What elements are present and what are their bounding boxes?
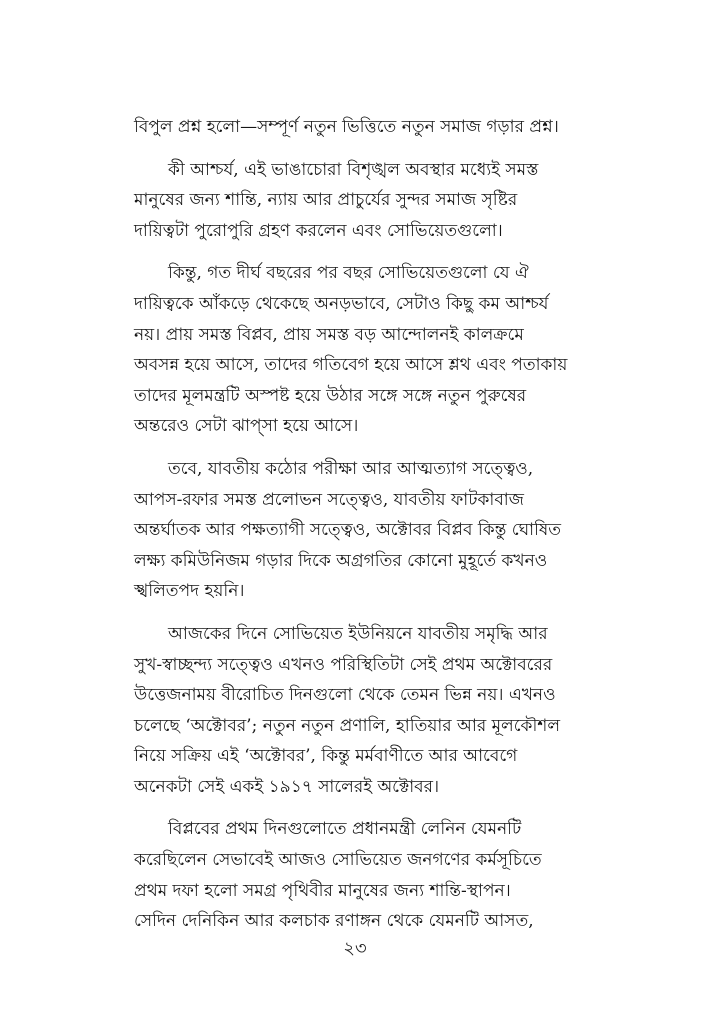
text-line: অবসন্ন হয়ে আসে, তাদের গতিবেগ হয়ে আসে শ্লথ এবং পতাকায় bbox=[134, 355, 568, 376]
text-line: বিপ্লবের প্রথম দিনগুলোতে প্রধানমন্ত্রী লেনিন যেমনটি bbox=[168, 819, 522, 840]
body-text bbox=[134, 112, 602, 949]
paragraph-2 bbox=[134, 155, 602, 247]
text-line: উত্তেজনাময় বীরোচিত দিনগুলো থেকে তেমন ভিন্ন নয়। এখনও bbox=[134, 685, 556, 706]
text-line: আজকের দিনে সোভিয়েত ইউনিয়নে যাবতীয় সমৃদ্ধি আর bbox=[168, 623, 548, 644]
text-line: মানুষের জন্য শান্তি, ন্যায় আর প্রাচুর্যের সুন্দর সমাজ সৃষ্টির bbox=[134, 190, 518, 211]
text-line: প্রথম দফা হলো সমগ্র পৃথিবীর মানুষের জন্য শান্তি-স্থাপন। bbox=[134, 880, 511, 901]
text-line: আপস-রফার সমস্ত প্রলোভন সত্ত্বেও, যাবতীয় ফাটকাবাজ bbox=[134, 489, 524, 510]
text-line: লক্ষ্য কমিউনিজম গড়ার দিকে অগ্রগতির কোনো মুহূর্তে কখনও bbox=[134, 550, 548, 571]
text-line: অনেকটা সেই একই ১৯১৭ সালেরই অক্টোবর। bbox=[134, 776, 440, 797]
text-line: কিন্তু, গত দীর্ঘ বছরের পর বছর সোভিয়েতগুলো যে ঐ bbox=[168, 263, 529, 284]
text-line: তবে, যাবতীয় কঠোর পরীক্ষা আর আত্মত্যাগ সত্ত্বেও, bbox=[168, 458, 534, 479]
paragraph-1 bbox=[134, 112, 602, 143]
text-line: কী আশ্চর্য, এই ভাঙাচোরা বিশৃঙ্খল অবস্থার মধ্যেই সমস্ত bbox=[168, 159, 539, 180]
text-line: নয়। প্রায় সমস্ত বিপ্লব, প্রায় সমস্ত বড় আন্দোলনই কালক্রমে bbox=[134, 324, 524, 345]
text-line: সুখ-স্বাচ্ছন্দ্য সত্ত্বেও এখনও পরিস্থিতিটা সেই প্রথম অক্টোবরের bbox=[134, 654, 553, 675]
text-line: বিপুল প্রশ্ন হলো—সম্পূর্ণ নতুন ভিত্তিতে নতুন সমাজ গড়ার প্রশ্ন। bbox=[134, 117, 559, 137]
text-line: দায়িত্বকে আঁকড়ে থেকেছে অনড়ভাবে, সেটাও কিছু কম আশ্চর্য bbox=[134, 293, 549, 314]
text-line: দায়িত্বটা পুরোপুরি গ্রহণ করলেন এবং সোভিয়েতগুলো। bbox=[134, 220, 503, 241]
page-number: ২৩ bbox=[343, 938, 367, 959]
paragraph-5 bbox=[134, 619, 602, 803]
text-line: নিয়ে সক্রিয় এই ‘অক্টোবর’, কিন্তু মর্মবাণীতে আর আবেগে bbox=[134, 746, 518, 767]
text-line: অন্তর্ঘাতক আর পক্ষত্যাগী সত্ত্বেও, অক্টোবর বিপ্লব কিন্তু ঘোষিত bbox=[134, 520, 562, 541]
text-line: করেছিলেন সেভাবেই আজও সোভিয়েত জনগণের কর্মসূচিতে bbox=[134, 850, 542, 871]
text-line: চলেছে ‘অক্টোবর’; নতুন নতুন প্রণালি, হাতিয়ার আর মূলকৌশল bbox=[134, 715, 561, 736]
paragraph-4 bbox=[134, 454, 602, 607]
paragraph-6 bbox=[134, 814, 602, 936]
text-line: তাদের মূলমন্ত্রটি অস্পষ্ট হয়ে উঠার সঙ্গে সঙ্গে নতুন পুরুষের bbox=[134, 385, 527, 406]
text-line: অন্তরেও সেটা ঝাপ্‌সা হয়ে আসে। bbox=[134, 416, 359, 437]
text-line: স্খলিতপদ হয়নি। bbox=[134, 581, 245, 602]
paragraph-3 bbox=[134, 258, 602, 442]
text-line: সেদিন দেনিকিন আর কলচাক রণাঙ্গন থেকে যেমনটি আসত, bbox=[134, 911, 534, 932]
